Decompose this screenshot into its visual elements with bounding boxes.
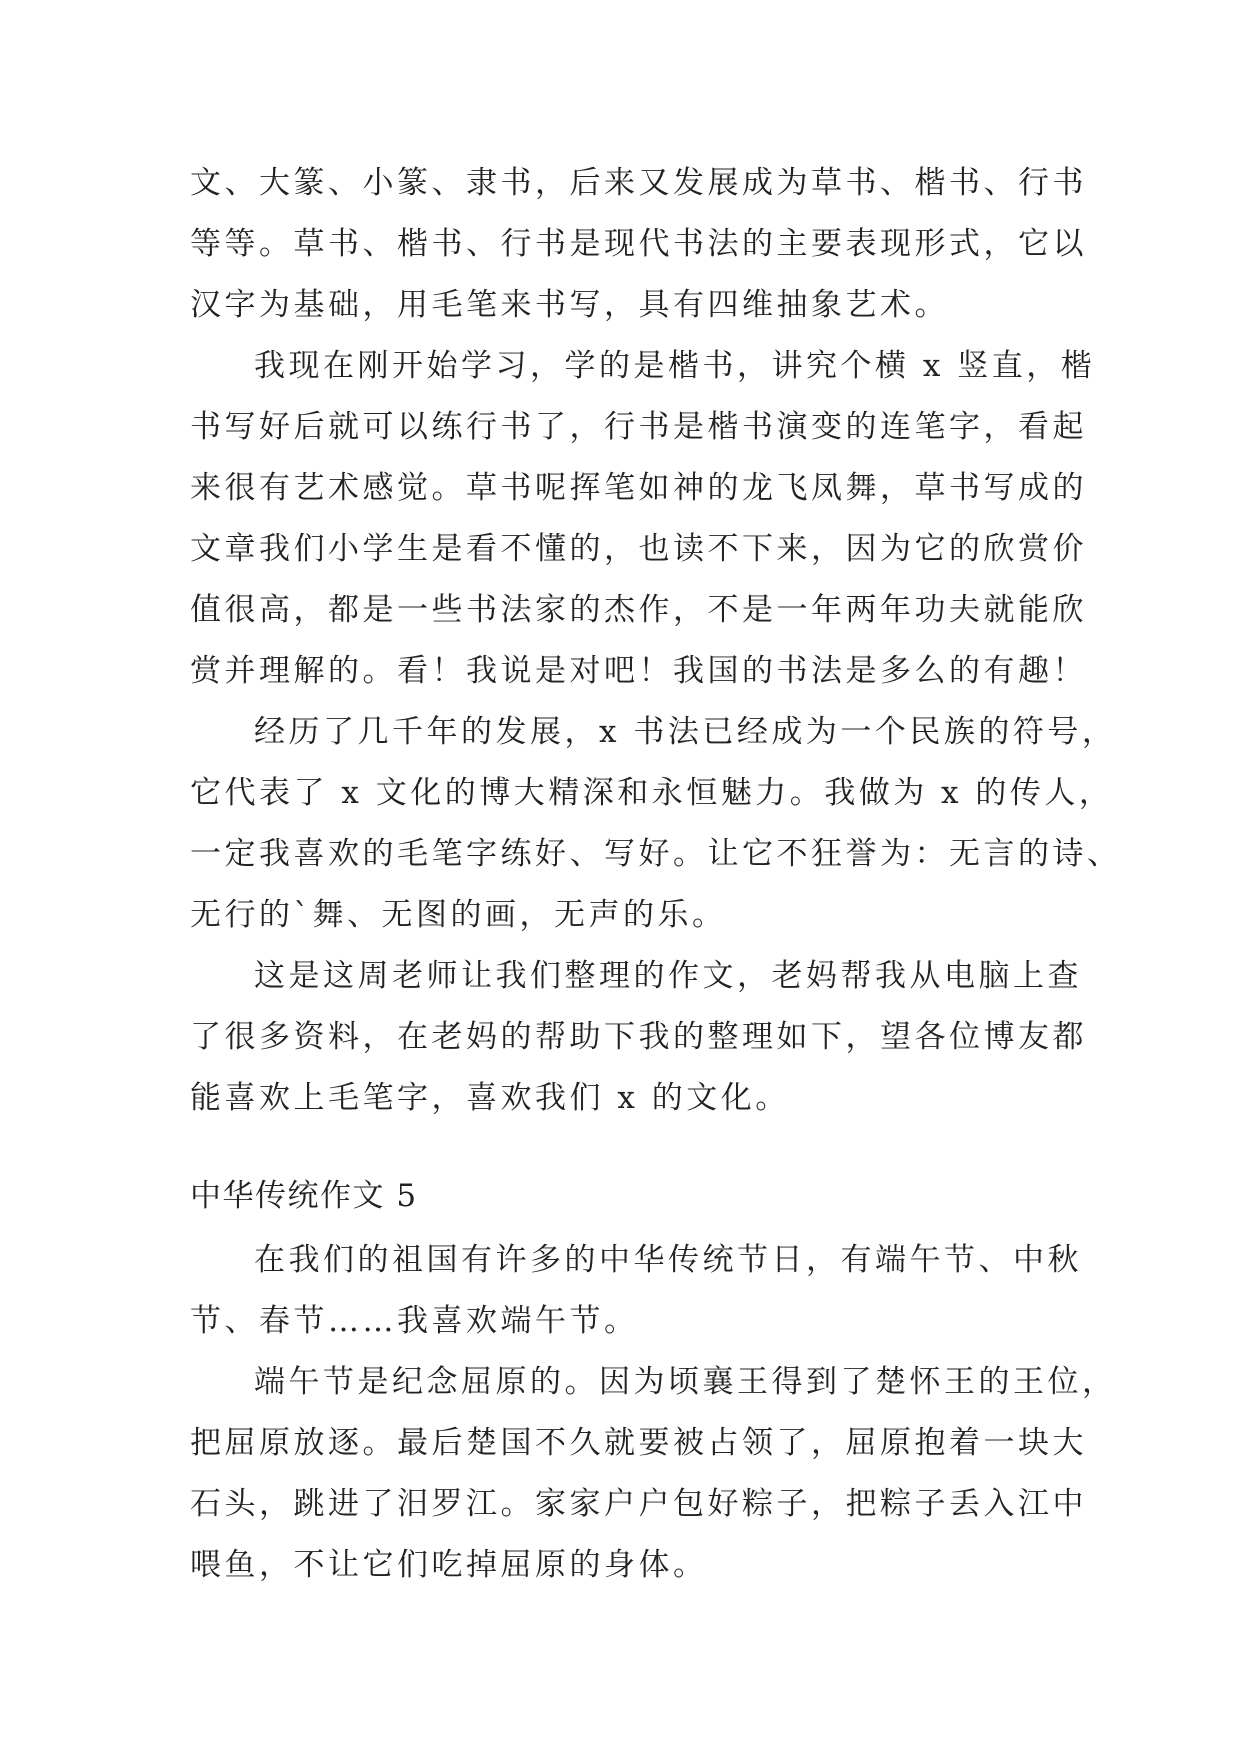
text-line: 赏并理解的。看！我说是对吧！我国的书法是多么的有趣！ — [190, 653, 1087, 689]
text-line: 我现在刚开始学习，学的是楷书，讲究个横 x 竖直，楷 — [254, 348, 1096, 384]
text-line: 值很高，都是一些书法家的杰作，不是一年两年功夫就能欣 — [190, 592, 1087, 628]
text-line: 节、春节……我喜欢端午节。 — [190, 1303, 639, 1339]
text-line: 等等。草书、楷书、行书是现代书法的主要表现形式，它以 — [190, 226, 1087, 262]
text-line: 汉字为基础，用毛笔来书写，具有四维抽象艺术。 — [190, 287, 949, 323]
text-line: 来很有艺术感觉。草书呢挥笔如神的龙飞凤舞，草书写成的 — [190, 470, 1087, 506]
text-line: 在我们的祖国有许多的中华传统节日，有端午节、中秋 — [254, 1242, 1082, 1278]
text-line: 了很多资料，在老妈的帮助下我的整理如下，望各位博友都 — [190, 1019, 1087, 1055]
text-line: 喂鱼，不让它们吃掉屈原的身体。 — [190, 1547, 708, 1583]
text-line: 文、大篆、小篆、隶书，后来又发展成为草书、楷书、行书 — [190, 165, 1087, 201]
text-line: 一定我喜欢的毛笔字练好、写好。让它不狂誉为：无言的诗、 — [190, 836, 1122, 872]
text-line: 文章我们小学生是看不懂的，也读不下来，因为它的欣赏价 — [190, 531, 1087, 567]
text-line: 石头，跳进了汨罗江。家家户户包好粽子，把粽子丢入江中 — [190, 1486, 1087, 1522]
text-line: 书写好后就可以练行书了，行书是楷书演变的连笔字，看起 — [190, 409, 1087, 445]
text-line: 无行的`舞、无图的画，无声的乐。 — [190, 897, 727, 933]
text-line: 端午节是纪念屈原的。因为顷襄王得到了楚怀王的王位， — [254, 1364, 1117, 1400]
text-line: 经历了几千年的发展，x 书法已经成为一个民族的符号， — [254, 714, 1117, 750]
text-line: 能喜欢上毛笔字，喜欢我们 x 的文化。 — [190, 1080, 790, 1116]
text-line: 这是这周老师让我们整理的作文，老妈帮我从电脑上查 — [254, 958, 1082, 994]
text-line: 把屈原放逐。最后楚国不久就要被占领了，屈原抱着一块大 — [190, 1425, 1087, 1461]
section-title: 中华传统作文 5 — [190, 1178, 418, 1214]
text-line: 它代表了 x 文化的博大精深和永恒魅力。我做为 x 的传人， — [190, 775, 1114, 811]
